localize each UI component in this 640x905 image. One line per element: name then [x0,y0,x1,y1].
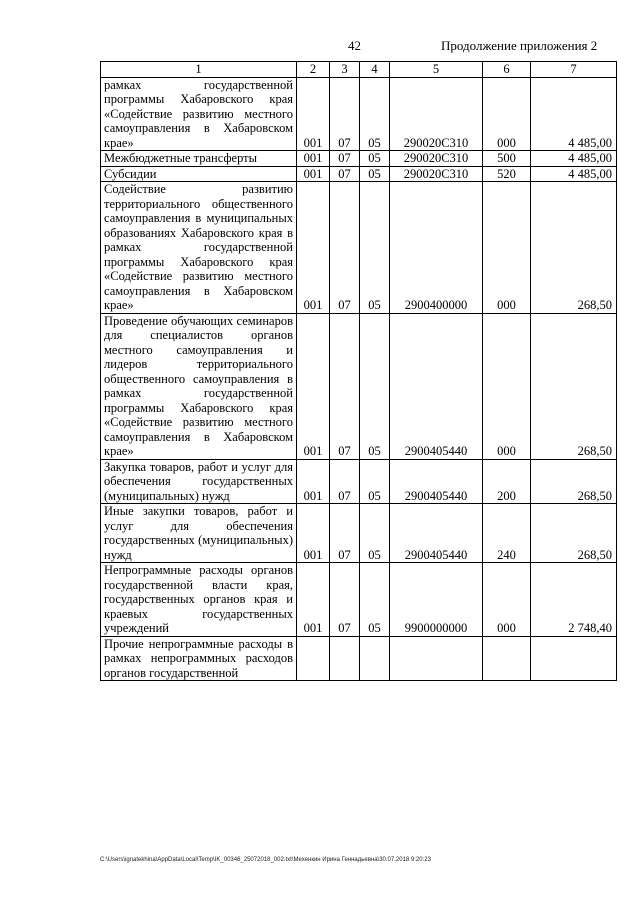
row-name: Содействие развитию территориального общественного самоуправления в муниципальных образованиях Хабаровского края в рамках государственной программы Хабаровского края «Содействие развитию местного самоуправления в Хабаровском крае» [101,182,297,314]
cell-admin-code [297,636,330,681]
row-name: Субсидии [101,166,297,182]
cell-target-article [390,636,483,681]
column-header: 7 [531,62,617,78]
table-row [101,563,617,637]
budget-table [100,61,617,681]
cell-section: 07 [330,313,360,459]
cell-target-article: 2900405440 [390,504,483,563]
cell-section [330,636,360,681]
cell-admin-code: 001 [297,151,330,167]
cell-expense-type: 240 [483,504,531,563]
cell-expense-type: 500 [483,151,531,167]
cell-amount: 4 485,00 [531,151,617,167]
cell-subsection: 05 [360,563,390,637]
cell-target-article: 2900405440 [390,313,483,459]
table-row [101,182,617,314]
row-name: Непрограммные расходы органов государственной власти края, государственных органов края и краевых государственных учреждений [101,563,297,637]
cell-amount: 268,50 [531,459,617,504]
cell-expense-type: 000 [483,77,531,151]
continuation-label: Продолжение приложения 2 [441,38,598,53]
cell-amount: 268,50 [531,313,617,459]
page-number: 42 [348,38,361,53]
cell-subsection: 05 [360,459,390,504]
cell-amount: 268,50 [531,504,617,563]
column-header: 1 [101,62,297,78]
file-path-footer: C:\Users\ignatekhina\AppData\Local\Temp\IK_00346_25072018_002.txt\Мехенкин Ирина Геннадьевна\30.07.2018 9:20:23 [100,857,431,863]
cell-section: 07 [330,459,360,504]
cell-section: 07 [330,151,360,167]
table-row [101,504,617,563]
column-header: 3 [330,62,360,78]
row-name: Прочие непрограммные расходы в рамках непрограммных расходов органов государственной [101,636,297,681]
row-name: Закупка товаров, работ и услуг для обеспечения государственных (муниципальных) нужд [101,459,297,504]
row-name: рамках государственной программы Хабаровского края «Содействие развитию местного самоуправления в Хабаровском крае» [101,77,297,151]
cell-subsection: 05 [360,313,390,459]
cell-expense-type: 520 [483,166,531,182]
table-row [101,151,617,167]
column-header: 2 [297,62,330,78]
cell-target-article: 290020С310 [390,166,483,182]
cell-subsection: 05 [360,166,390,182]
cell-expense-type: 200 [483,459,531,504]
row-name: Межбюджетные трансферты [101,151,297,167]
cell-amount: 4 485,00 [531,166,617,182]
cell-section: 07 [330,77,360,151]
column-header: 6 [483,62,531,78]
cell-subsection: 05 [360,504,390,563]
cell-subsection: 05 [360,77,390,151]
cell-target-article: 290020С310 [390,151,483,167]
cell-target-article: 2900405440 [390,459,483,504]
cell-admin-code: 001 [297,182,330,314]
cell-admin-code: 001 [297,563,330,637]
table-row [101,313,617,459]
cell-subsection: 05 [360,151,390,167]
table-row [101,636,617,681]
cell-target-article: 9900000000 [390,563,483,637]
cell-admin-code: 001 [297,459,330,504]
cell-target-article: 2900400000 [390,182,483,314]
table-header-row [101,62,617,78]
table-row [101,459,617,504]
row-name: Проведение обучающих семинаров для специалистов органов местного самоуправления и лидеров территориального общественного самоуправления в рамках государственной программы Хабаровского края «Содействие развитию местного самоуправления в Хабаровском крае» [101,313,297,459]
cell-amount: 2 748,40 [531,563,617,637]
cell-admin-code: 001 [297,77,330,151]
cell-admin-code: 001 [297,166,330,182]
table-row [101,77,617,151]
cell-amount: 4 485,00 [531,77,617,151]
cell-expense-type: 000 [483,563,531,637]
cell-section: 07 [330,166,360,182]
cell-admin-code: 001 [297,504,330,563]
row-name: Иные закупки товаров, работ и услуг для обеспечения государственных (муниципальных) нужд [101,504,297,563]
cell-amount: 268,50 [531,182,617,314]
column-header: 5 [390,62,483,78]
cell-subsection: 05 [360,182,390,314]
cell-expense-type: 000 [483,182,531,314]
cell-section: 07 [330,504,360,563]
cell-expense-type: 000 [483,313,531,459]
cell-subsection [360,636,390,681]
cell-section: 07 [330,563,360,637]
cell-expense-type [483,636,531,681]
cell-section: 07 [330,182,360,314]
column-header: 4 [360,62,390,78]
table-row [101,166,617,182]
cell-target-article: 290020С310 [390,77,483,151]
cell-admin-code: 001 [297,313,330,459]
cell-amount [531,636,617,681]
